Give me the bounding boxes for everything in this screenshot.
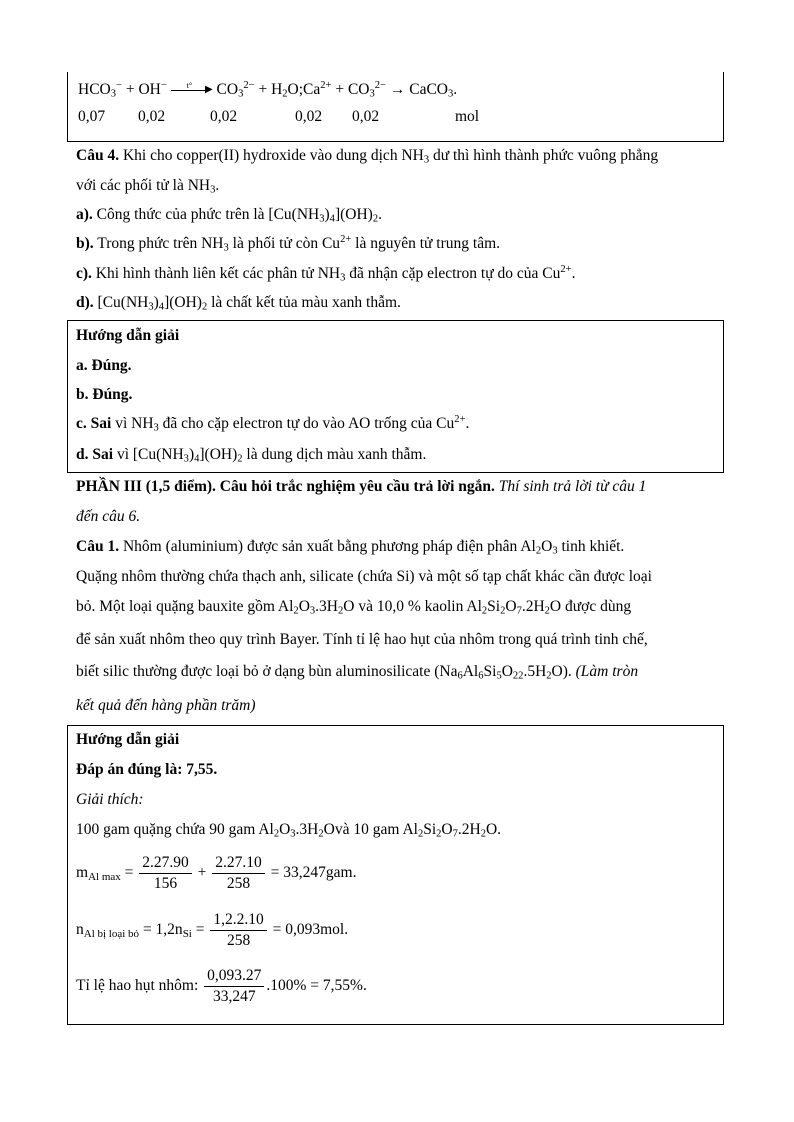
q1-line-4: để sản xuất nhôm theo quy trình Bayer. Tính tỉ lệ hao hụt của nhôm trong quá trình tinh chế, [76, 631, 648, 648]
q4-option-d: d). $[Cu(NH_3)_4](OH)_2$ là chất kết tủa màu xanh thẫm. [76, 294, 401, 313]
reaction-equation: $HCO_3^- + OH^-$ t° ▶ $CO_3^{2-}$ + $H_2O;Ca^{2+} + CO_3^{2-}$ → CaCO$_3$. [78, 80, 458, 100]
mole-value: 0,02 [138, 108, 166, 125]
q1-line-5: biết silic thường được loại bỏ ở dạng bùn aluminosilicate $(Na_6Al_6Si_5O_{22}.5H_2O)$. (Làm tròn [76, 663, 639, 682]
fraction: $\frac{1,2.2.10}{258}$ [210, 910, 266, 951]
q1-solution-step-1: 100 gam quặng chứa 90 gam $Al_2O_3.3H_2Ovà$ 10 gam $Al_2Si_2O_7.2H_2O$. [76, 821, 502, 840]
fraction: $\frac{2.27.10}{258}$ [212, 853, 265, 894]
q1-solution-n-equation: $n_{Al bị loại bỏ} = 1,2n_{Si}$ = $\frac{1,2.2.10}{258}$ = 0,093mol. [76, 911, 349, 949]
q1-solution-title: Hướng dẫn giải [76, 731, 180, 748]
q4-stem-line-1: Câu 4. Khi cho copper(II) hydroxide vào dung dịch $NH_3$ dư thì hình thành phức vuông phẳng [76, 147, 659, 166]
q4-option-c: c). Khi hình thành liên kết các phân tử $NH_3$ đã nhận cặp electron tự do của $Cu^{2+}$. [76, 264, 576, 284]
q1-line-1: Câu 1. Nhôm (aluminium) được sản xuất bằng phương pháp điện phân $Al_2O_3$ tinh khiết. [76, 538, 625, 557]
q4-solution-d: d. Sai vì $[Cu(NH_3)_4](OH)_2$ là dung dịch màu xanh thẫm. [76, 446, 427, 465]
q4-solution-a: a. Đúng. [76, 357, 132, 374]
q1-solution-explain-label: Giải thích: [76, 791, 144, 808]
q4-solution-b: b. Đúng. [76, 386, 133, 403]
q4-option-a: a). Công thức của phức trên là $[Cu(NH_3)_4](OH)_2$. [76, 206, 382, 225]
q4-solution-title: Hướng dẫn giải [76, 327, 180, 344]
mole-value: 0,07 [78, 108, 106, 125]
q1-solution-answer: Đáp án đúng là: 7,55. [76, 761, 218, 778]
fraction: $\frac{2.27.90}{156}$ [139, 853, 192, 894]
q4-option-b: b). Trong phức trên $NH_3$ là phối tử còn $Cu^{2+}$ là nguyên tử trung tâm. [76, 234, 501, 254]
q1-solution-loss-ratio: Tỉ lệ hao hụt nhôm: $\frac{0,093.27}{33,247}$ .100% = 7,55%. [76, 967, 367, 1005]
q4-stem-line-2: với các phối tử là $NH_3$. [76, 177, 220, 196]
fraction: $\frac{0,093.27}{33,247}$ [204, 966, 264, 1007]
mole-value: 0,02 [295, 108, 323, 125]
part3-heading: PHẦN III (1,5 điểm). Câu hỏi trắc nghiệm yêu cầu trả lời ngắn. Thí sinh trả lời từ câu 1 [76, 478, 647, 495]
mole-value: 0,02 [352, 108, 380, 125]
q1-line-2: Quặng nhôm thường chứa thạch anh, silicate (chứa Si) và một số tạp chất khác cần được loại [76, 568, 652, 585]
heat-arrow-icon: t° ▶ [171, 84, 213, 96]
mole-unit: mol [455, 108, 480, 125]
q4-solution-c: c. Sai vì $NH_3$ đã cho cặp electron tự do vào AO trống của $Cu^{2+}$. [76, 414, 470, 434]
q1-line-3: bỏ. Một loại quặng bauxite gồm $Al_2O_3.3H_2O$ và 10,0 % kaolin $Al_2Si_2O_7.2H_2O$ được dùng [76, 598, 632, 617]
q1-line-6: kết quả đến hàng phần trăm) [76, 697, 256, 714]
mole-value: 0,02 [210, 108, 238, 125]
part3-heading-line-2: đến câu 6. [76, 508, 141, 525]
q1-solution-m-equation: $m_{Al max}$ = $\frac{2.27.90}{156}$ + $\frac{2.27.10}{258}$ = 33,247gam. [76, 854, 357, 892]
